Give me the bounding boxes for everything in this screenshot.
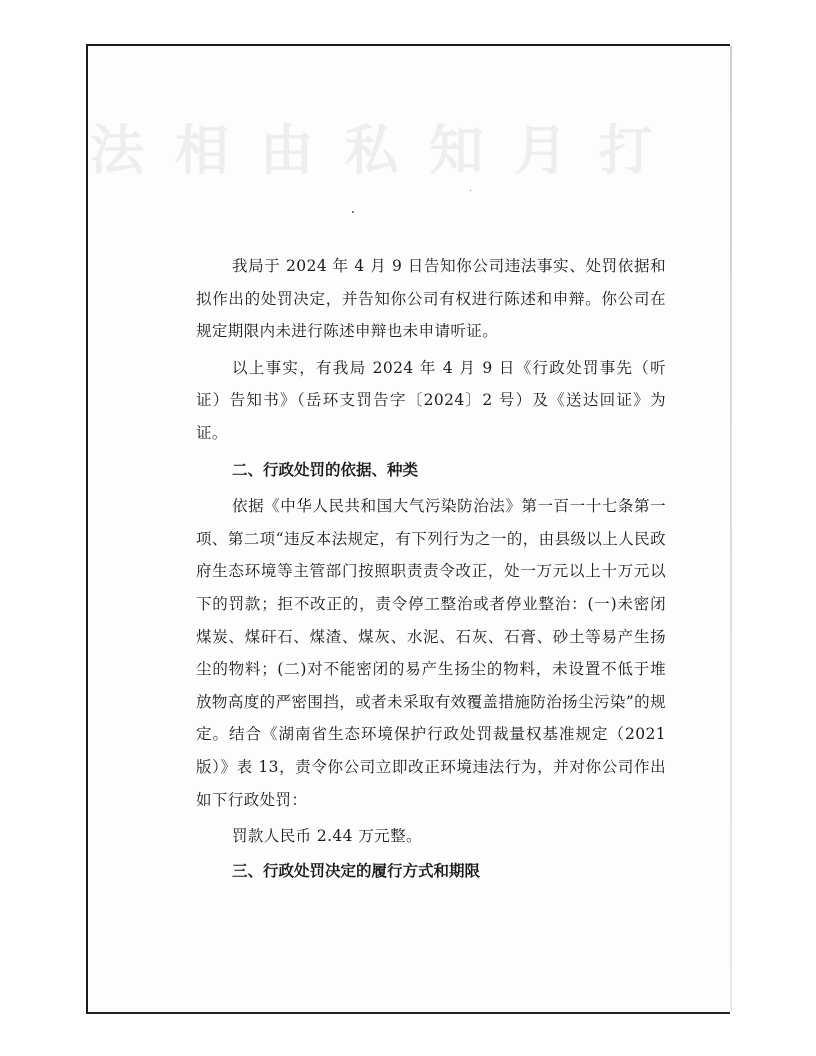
paragraph-legal-basis: 依据《中华人民共和国大气污染防治法》第一百一十七条第一项、第二项“违反本法规定，有下列行为之一的，由县级以上人民政府生态环境等主管部门按照职责责令改正，处一万元以上十万元以下的罚款；拒不改正的，责令停工整治或者停业整治：(一)未密闭煤炭、煤矸石、煤渣、煤灰、水泥、石灰、石膏、砂土等易产生扬尘的物料；(二)对不能密闭的易产生扬尘的物料，未设置不低于堆放物高度的严密围挡，或者未采取有效覆盖措施防治扬尘污染”的规定。结合《湖南省生态环境保护行政处罚裁量权基准规定（2021版）》表 13，责令你公司立即改正环境违法行为，并对你公司作出如下行政处罚： — [196, 497, 666, 809]
section-heading-performance: 三、行政处罚决定的履行方式和期限 — [232, 861, 481, 880]
paragraph-evidence: 以上事实，有我局 2024 年 4 月 9 日《行政处罚事先（听证）告知书》（岳环支罚告字〔2024〕2 号）及《送达回证》为证。 — [196, 358, 666, 442]
paragraph-fine: 罚款人民币 2.44 万元整。 — [232, 827, 422, 846]
bleed-through-header: 法 相 由 私 知 月 打 — [90, 118, 659, 182]
scan-speck — [352, 211, 354, 213]
paragraph-notice: 我局于 2024 年 4 月 9 日告知你公司违法事实、处罚依据和拟作出的处罚决定，并告知你公司有权进行陈述和申辩。你公司在规定期限内未进行陈述申辩也未申请听证。 — [196, 257, 666, 341]
sheet-edge — [730, 46, 732, 1012]
section-heading-basis: 二、行政处罚的依据、种类 — [232, 460, 419, 479]
scan-speck — [470, 190, 471, 191]
document-body — [196, 250, 666, 891]
